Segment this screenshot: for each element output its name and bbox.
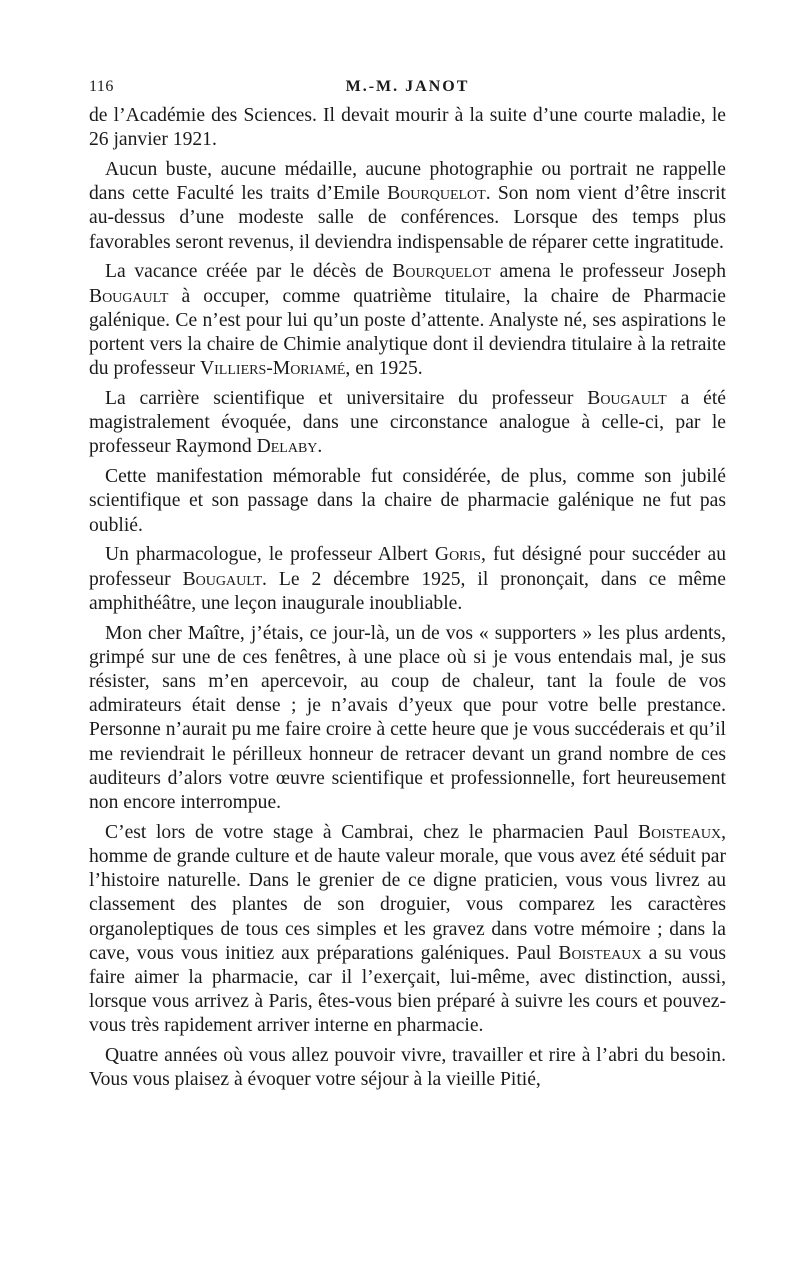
paragraph: Un pharmacologue, le professeur Albert Goris, fut désigné pour succéder au professeur Bougault. Le 2 décembre 1925, il prononçait, dans ce même amphithéâtre, une leçon inaugurale inoubliable. <box>89 544 726 614</box>
page-number: 116 <box>89 78 114 95</box>
person-name: Goris <box>434 544 481 566</box>
paragraph: La vacance créée par le décès de Bourquelot amena le professeur Joseph Bougault à occuper, comme quatrième titulaire, la chaire de Pharmacie galénique. Ce n’est pour lui qu’un poste d’attente. Analyste né, ses aspirations le portent vers la chaire de Chimie analytique dont il deviendra titulaire à la retraite du professeur Villiers-Moriamé, en 1925. <box>89 261 726 380</box>
document-page <box>89 70 726 1098</box>
paragraph: Aucun buste, aucune médaille, aucune photographie ou portrait ne rappelle dans cette Faculté les traits d’Emile Bourquelot. Son nom vient d’être inscrit au-dessus d’une modeste salle de conférences. Lorsque des temps plus favorables seront revenus, il deviendra indispensable de réparer cette ingratitude. <box>89 159 726 253</box>
person-name: Boisteaux <box>638 821 722 843</box>
body-text <box>89 104 726 1093</box>
paragraph: Cette manifestation mémorable fut considérée, de plus, comme son jubilé scientifique et son passage dans la chaire de pharmacie galénique ne fut pas oublié. <box>89 466 726 536</box>
person-name: Bourquelot <box>387 183 486 205</box>
person-name: Boisteaux <box>558 942 642 964</box>
person-name: Bougault <box>587 388 667 410</box>
running-title: M.-M. JANOT <box>345 78 470 95</box>
person-name: Delaby <box>256 436 318 458</box>
person-name: Bougault <box>182 568 263 590</box>
paragraph: Mon cher Maître, j’étais, ce jour-là, un de vos « supporters » les plus ardents, grimpé sur une de ces fenêtres, à une place où si je vous entendais mal, je sus résister, sans m’en apercevoir, au coup de chaleur, tant la foule de vos admirateurs était dense ; je n’avais d’yeux que pour votre belle prestance. Personne n’aurait pu me faire croire à cette heure que je vous succéderais et qu’il me reviendrait le périlleux honneur de retracer devant un grand nombre de ces auditeurs d’alors votre œuvre scientifique et professionnelle, fort heureusement non encore interrompue. <box>89 622 726 814</box>
person-name: Bougault <box>89 285 169 307</box>
paragraph: Quatre années où vous allez pouvoir vivre, travailler et rire à l’abri du besoin. Vous vous plaisez à évoquer votre séjour à la vieille Pitié, <box>89 1045 726 1091</box>
page-header <box>89 70 726 104</box>
paragraph: La carrière scientifique et universitaire du professeur Bougault a été magistralement évoquée, dans une circonstance analogue à celle-ci, par le professeur Raymond Delaby. <box>89 388 726 458</box>
person-name: Bourquelot <box>392 261 491 283</box>
paragraph: de l’Académie des Sciences. Il devait mourir à la suite d’une courte maladie, le 26 janvier 1921. <box>89 105 726 151</box>
paragraph: C’est lors de votre stage à Cambrai, chez le pharmacien Paul Boisteaux, homme de grande culture et de haute valeur morale, que vous avez été séduit par l’histoire naturelle. Dans le grenier de ce digne praticien, vous vous livrez au classement des plantes de son droguier, vous comparez les caractères organoleptiques de tous ces simples et les gravez dans votre mémoire ; dans la cave, vous vous initiez aux préparations galéniques. Paul Boisteaux a su vous faire aimer la pharmacie, car il l’exerçait, lui-même, avec distinction, aussi, lorsque vous arrivez à Paris, êtes-vous bien préparé à suivre les cours et pouvez-vous très rapidement arriver interne en pharmacie. <box>89 821 726 1037</box>
person-name: Villiers-Moriamé <box>200 358 346 380</box>
